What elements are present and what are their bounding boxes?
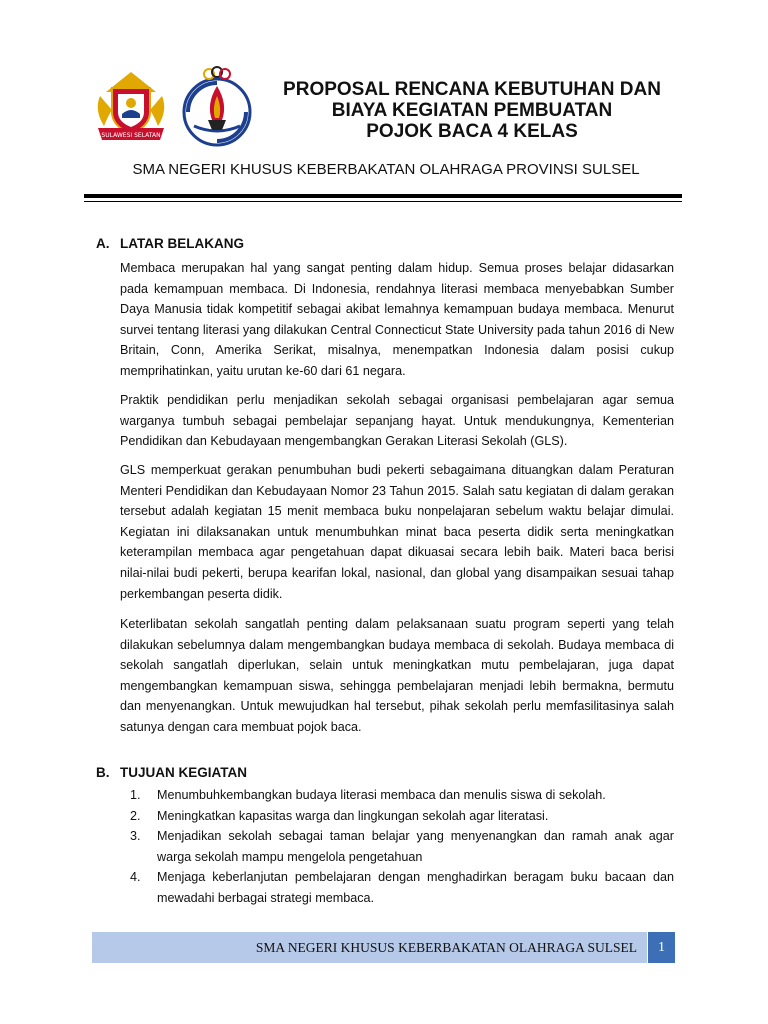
section-a-title: LATAR BELAKANG — [120, 236, 244, 251]
list-item-text: Meningkatkan kapasitas warga dan lingkungan sekolah agar literatasi. — [157, 808, 549, 823]
section-b-heading — [96, 765, 247, 780]
title-line-3: POJOK BACA 4 KELAS — [366, 121, 578, 142]
section-a-heading — [96, 236, 244, 251]
section-a-paragraph-4: Keterlibatan sekolah sangatlah penting dalam pelaksanaan suatu program seperti yang telah dilakukan sebelumnya dalam mengembangkan budaya membaca di sekolah. Budaya membaca di sekolah sangatlah diperlukan, selain untuk meningkatkan mutu pembelajaran, juga dapat mengembangkan kemampuan siswa, sehingga pembelajaran menjadi lebih bermakna, bermutu dan menyenangkan. Untuk mewujudkan hal tersebut, pihak sekolah perlu memfasilitasinya salah satunya dengan cara membuat pojok baca. — [120, 617, 674, 734]
list-item-text: Menumbuhkembangkan budaya literasi membaca dan menulis siswa di sekolah. — [157, 788, 606, 802]
page-number: 1 — [648, 932, 675, 963]
section-b-letter: B. — [96, 765, 110, 780]
document-title — [256, 79, 688, 142]
list-item — [120, 785, 674, 806]
list-item-number: 1. — [130, 788, 141, 802]
sulsel-emblem-icon — [92, 66, 170, 144]
header-divider-thick — [84, 194, 682, 198]
header-divider-thin — [84, 201, 682, 202]
section-a-paragraph-1: Membaca merupakan hal yang sangat penting dalam hidup. Semua proses belajar didasarkan pada kemampuan membaca. Di Indonesia, rendahnya literasi membaca menyebabkan Sumber Daya Manusia tidak kompetitif sebagai akibat lemahnya kemampuan budaya membaca. Menurut survei tentang literasi yang dilakukan Central Connecticut State University pada tahun 2016 di New Britain, Conn, Amerika Serikat, misalnya, menempatkan Indonesia dalam posisi cukup memprihatinkan, yaitu urutan ke-60 dari 61 negara. — [120, 261, 674, 378]
list-item-number: 4. — [130, 870, 141, 885]
list-item-number: 2. — [130, 808, 141, 823]
section-a-letter: A. — [96, 236, 110, 251]
logo-ribbon-text: SULAWESI SELATAN — [101, 132, 161, 139]
list-item-text: Menjadikan sekolah sebagai taman belajar yang menyenangkan dan ramah anak agar warga sekolah mampu mengelola pengetahuan — [157, 829, 674, 864]
objectives-list — [120, 785, 674, 909]
list-item — [120, 826, 674, 867]
school-emblem-icon — [176, 64, 258, 148]
list-item-text: Menjaga keberlanjutan pembelajaran dengan menghadirkan beragam buku bacaan dan mewadahi berbagai strategi membaca. — [157, 870, 674, 905]
section-b-title: TUJUAN KEGIATAN — [120, 765, 247, 780]
list-item — [120, 867, 674, 908]
title-line-2: BIAYA KEGIATAN PEMBUATAN — [331, 100, 613, 121]
title-line-1: PROPOSAL RENCANA KEBUTUHAN DAN — [283, 79, 661, 100]
section-a-paragraph-2: Praktik pendidikan perlu menjadikan sekolah sebagai organisasi pembelajaran agar semua warganya tumbuh sebagai pembelajar sepanjang hayat. Untuk mendukungnya, Kementerian Pendidikan dan Kebudayaan mengembangkan Gerakan Literasi Sekolah (GLS). — [120, 393, 674, 449]
section-a-paragraph-3: GLS memperkuat gerakan penumbuhan budi pekerti sebagaimana dituangkan dalam Peraturan Menteri Pendidikan dan Kebudayaan Nomor 23 Tahun 2015. Salah satu kegiatan di dalam gerakan tersebut adalah kegiatan 15 menit membaca buku nonpelajaran sebelum waktu belajar dimulai. Kegiatan ini dilaksanakan untuk menumbuhkan minat baca peserta didik serta meningkatkan keterampilan membaca agar pengetahuan dapat dikuasai secara lebih baik. Materi baca berisi nilai-nilai budi pekerti, berupa kearifan lokal, nasional, dan global yang disampaikan sesuai tahap perkembangan peserta didik. — [120, 463, 674, 601]
footer-text: SMA NEGERI KHUSUS KEBERBAKATAN OLAHRAGA SULSEL — [255, 940, 637, 955]
school-name-subtitle: SMA NEGERI KHUSUS KEBERBAKATAN OLAHRAGA PROVINSI SULSEL — [132, 161, 640, 178]
list-item — [120, 806, 674, 827]
list-item-number: 3. — [130, 829, 141, 844]
footer-band — [92, 932, 647, 963]
